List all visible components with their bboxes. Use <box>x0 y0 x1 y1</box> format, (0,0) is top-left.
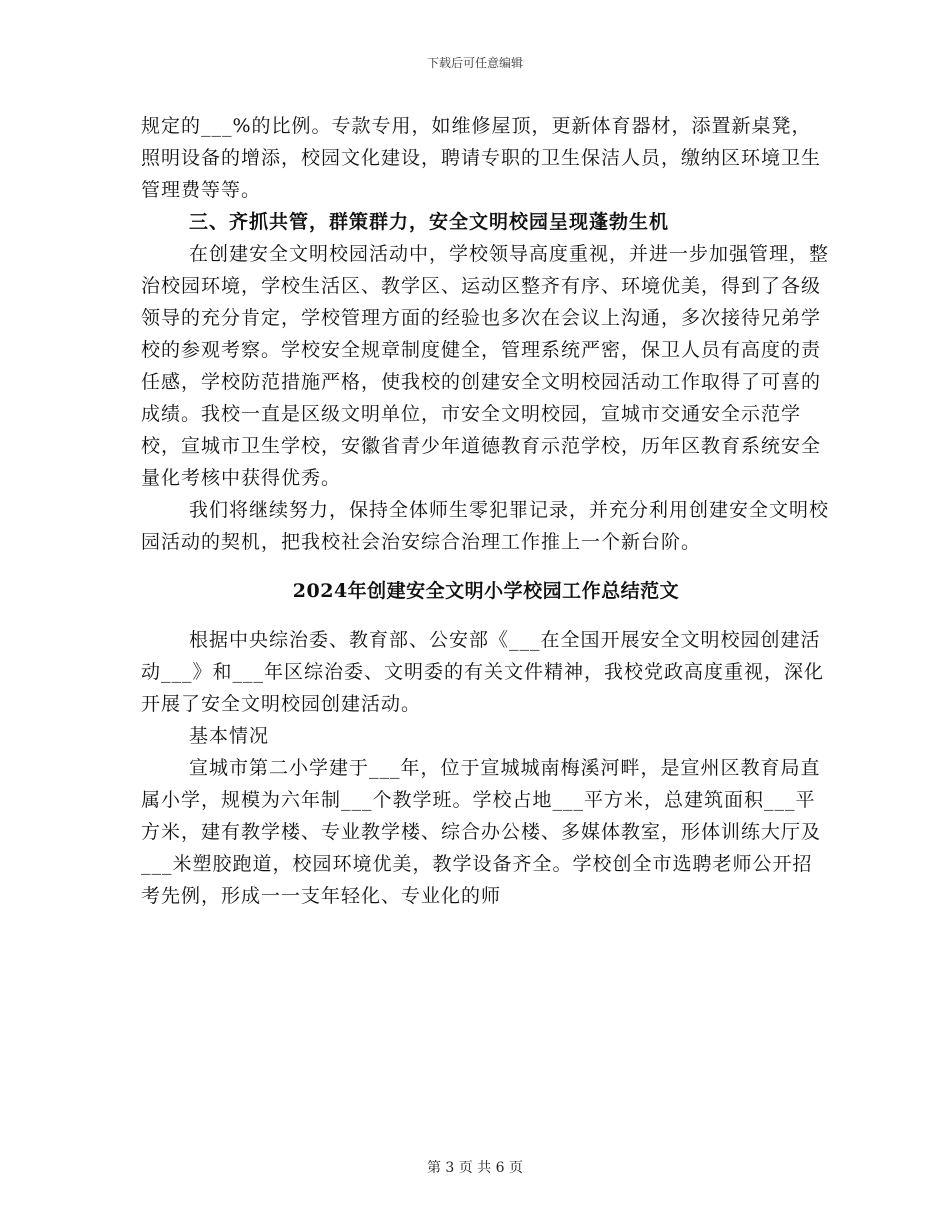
section-heading-3: 三、齐抓共管，群策群力，安全文明校园呈现蓬勃生机 <box>189 211 670 233</box>
page-header: 下载后可任意编辑 <box>426 56 523 70</box>
paragraph-conclusion: 我们将继续努力，保持全体师生零犯罪记录，并充分利用创建安全文明校园活动的契机，把我校社会治安综合治理工作推上一个新台阶。 <box>141 499 830 553</box>
document-body <box>141 110 831 912</box>
page-footer: 第 3 页 共 6 页 <box>426 1160 524 1176</box>
paragraph-continued: 规定的___%的比例。专款专用，如维修屋顶，更新体育器材，添置新桌凳，照明设备的增添，校园文化建设，聘请专职的卫生保洁人员，缴纳区环境卫生管理费等等。 <box>141 115 822 201</box>
paragraph-intro: 根据中央综治委、教育部、公安部《___在全国开展安全文明校园创建活动___》和___年区综治委、文明委的有关文件精神，我校党政高度重视，深化开展了安全文明校园创建活动。 <box>141 629 825 715</box>
subheading-basic-info: 基本情况 <box>189 725 270 747</box>
paragraph-management: 在创建安全文明校园活动中，学校领导高度重视，并进一步加强管理，整治校园环境，学校生活区、教学区、运动区整齐有序、环境优美，得到了各级领导的充分肯定，学校管理方面的经验也多次在会议上沟通，多次接待兄弟学校的参观考察。学校安全规章制度健全，管理系统严密，保卫人员有高度的责任感，学校防范措施严格，使我校的创建安全文明校园活动工作取得了可喜的成绩。我校一直是区级文明单位，市安全文明校园，宣城市交通安全示范学校，宣城市卫生学校，安徽省青少年道德教育示范学校，历年区教育系统安全量化考核中获得优秀。 <box>141 243 830 489</box>
document-title: 2024年创建安全文明小学校园工作总结范文 <box>292 580 680 602</box>
paragraph-school-info: 宣城市第二小学建于___年，位于宣城城南梅溪河畔，是宣州区教育局直属小学，规模为六年制___个教学班。学校占地___平方米，总建筑面积___平方米，建有教学楼、专业教学楼、综合办公楼、多媒体教室，形体训练大厅及___米塑胶跑道，校园环境优美，教学设备齐全。学校创全市选聘老师公开招考先例，形成一一支年轻化、专业化的师 <box>141 757 822 907</box>
